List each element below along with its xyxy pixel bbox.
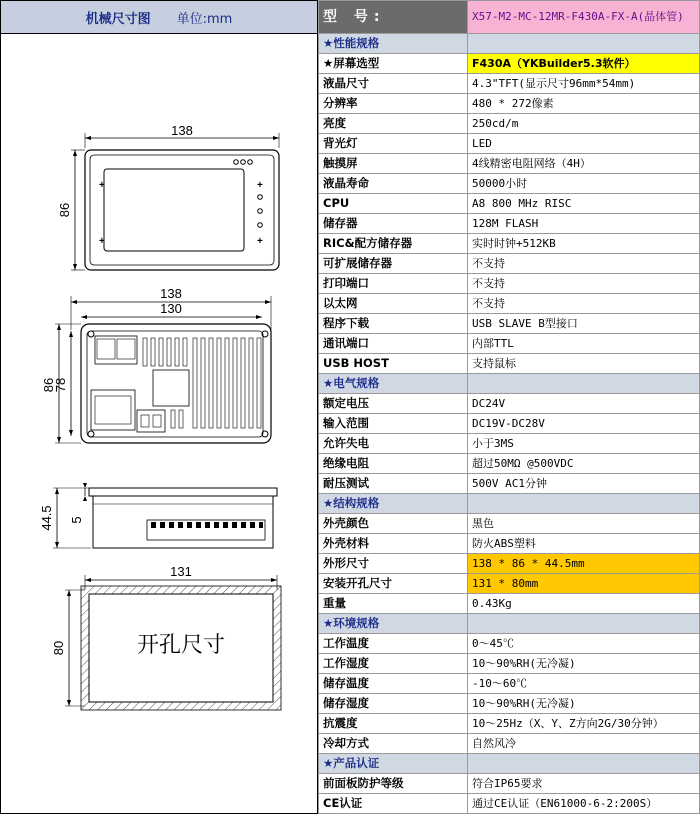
- spec-value: 10～90%RH(无冷凝): [468, 694, 700, 714]
- spec-value: 131 * 80mm: [468, 574, 700, 594]
- spec-key: ★屏幕选型: [319, 54, 468, 74]
- spec-row: [319, 594, 700, 614]
- spec-value: [468, 754, 700, 774]
- spec-row: [319, 214, 700, 234]
- spec-row: [319, 194, 700, 214]
- spec-section-row: [319, 614, 700, 634]
- spec-key: 储存器: [319, 214, 468, 234]
- spec-value: 4.3"TFT(显示尺寸96mm*54mm): [468, 74, 700, 94]
- spec-key: 储存湿度: [319, 694, 468, 714]
- spec-value: 10～90%RH(无冷凝): [468, 654, 700, 674]
- spec-row: [319, 394, 700, 414]
- spec-row: [319, 174, 700, 194]
- spec-row: [319, 254, 700, 274]
- cutout-text: 开孔尺寸: [136, 632, 226, 657]
- svg-text:+: +: [99, 180, 105, 191]
- spec-row: [319, 434, 700, 454]
- spec-key: 通讯端口: [319, 334, 468, 354]
- spec-value: 不支持: [468, 254, 700, 274]
- spec-table: [318, 0, 700, 814]
- spec-row: [319, 714, 700, 734]
- spec-key: ★结构规格: [319, 494, 468, 514]
- spec-row: [319, 674, 700, 694]
- spec-key: 程序下载: [319, 314, 468, 334]
- spec-key: 外壳材料: [319, 534, 468, 554]
- spec-row: [319, 154, 700, 174]
- spec-row: [319, 114, 700, 134]
- spec-value: LED: [468, 134, 700, 154]
- spec-row: [319, 574, 700, 594]
- spec-key: 可扩展储存器: [319, 254, 468, 274]
- spec-value: 128M FLASH: [468, 214, 700, 234]
- spec-row: [319, 654, 700, 674]
- model-label: 型 号:: [319, 1, 468, 34]
- spec-key: 工作湿度: [319, 654, 468, 674]
- spec-value: 138 * 86 * 44.5mm: [468, 554, 700, 574]
- spec-value: 10～25Hz（X、Y、Z方向2G/30分钟）: [468, 714, 700, 734]
- spec-row: [319, 54, 700, 74]
- drawing-title: 机械尺寸图: [85, 11, 151, 27]
- spec-key: 分辨率: [319, 94, 468, 114]
- side-depth-label: 44.5: [39, 505, 54, 531]
- spec-key: USB HOST: [319, 354, 468, 374]
- spec-key: ★环境规格: [319, 614, 468, 634]
- spec-value: 不支持: [468, 274, 700, 294]
- spec-key: ★性能规格: [319, 34, 468, 54]
- spec-key: CE认证: [319, 794, 468, 814]
- spec-key: 外壳颜色: [319, 514, 468, 534]
- spec-key: 允许失电: [319, 434, 468, 454]
- spec-key: 亮度: [319, 114, 468, 134]
- spec-value: USB SLAVE B型接口: [468, 314, 700, 334]
- spec-key: 液晶寿命: [319, 174, 468, 194]
- back-view: [41, 286, 271, 443]
- spec-key: 储存温度: [319, 674, 468, 694]
- cutout-height-label: 80: [51, 640, 66, 656]
- spec-value: DC19V-DC28V: [468, 414, 700, 434]
- spec-key: 以太网: [319, 294, 468, 314]
- spec-value: 不支持: [468, 294, 700, 314]
- drawings-svg: [1, 34, 317, 812]
- spec-key: RIC&配方储存器: [319, 234, 468, 254]
- side-bezel-label: 5: [69, 516, 84, 524]
- spec-value: 超过50MΩ @500VDC: [468, 454, 700, 474]
- back-outer-width-label: 138: [160, 286, 182, 301]
- spec-value: DC24V: [468, 394, 700, 414]
- spec-value: 4线精密电阻网络（4H）: [468, 154, 700, 174]
- back-inner-height-label: 78: [53, 377, 68, 393]
- front-height-label: 86: [57, 202, 72, 218]
- spec-row: [319, 534, 700, 554]
- spec-value: 500V AC1分钟: [468, 474, 700, 494]
- spec-value: 通过CE认证（EN61000-6-2:200S）: [468, 794, 700, 814]
- spec-key: 耐压测试: [319, 474, 468, 494]
- spec-section-row: [319, 494, 700, 514]
- spec-key: 工作温度: [319, 634, 468, 654]
- spec-row: [319, 234, 700, 254]
- spec-value: [468, 614, 700, 634]
- spec-value: -10～60℃: [468, 674, 700, 694]
- spec-row: [319, 314, 700, 334]
- spec-section-row: [319, 754, 700, 774]
- cutout-view: [51, 564, 281, 710]
- side-view: [39, 483, 277, 548]
- spec-value: 内部TTL: [468, 334, 700, 354]
- spec-key: 液晶尺寸: [319, 74, 468, 94]
- svg-text:+: +: [99, 236, 105, 247]
- back-outer-height-label: 86: [41, 377, 56, 393]
- spec-value: 0～45℃: [468, 634, 700, 654]
- spec-key: 背光灯: [319, 134, 468, 154]
- spec-key: 绝缘电阻: [319, 454, 468, 474]
- spec-row: [319, 514, 700, 534]
- spec-value: 250cd/m: [468, 114, 700, 134]
- spec-value: [468, 374, 700, 394]
- spec-key: 额定电压: [319, 394, 468, 414]
- spec-value: 符合IP65要求: [468, 774, 700, 794]
- spec-row: [319, 134, 700, 154]
- spec-value: 黑色: [468, 514, 700, 534]
- back-inner-width-label: 130: [160, 301, 182, 316]
- spec-key: ★电气规格: [319, 374, 468, 394]
- spec-value: [468, 34, 700, 54]
- spec-value: 防火ABS塑料: [468, 534, 700, 554]
- spec-row: [319, 794, 700, 814]
- svg-text:+: +: [257, 236, 263, 247]
- mechanical-drawing-panel: [0, 0, 318, 814]
- spec-row: [319, 354, 700, 374]
- spec-header-row: [319, 1, 700, 34]
- cutout-width-label: 131: [170, 564, 192, 579]
- spec-key: 前面板防护等级: [319, 774, 468, 794]
- front-view: [57, 123, 279, 270]
- spec-row: [319, 274, 700, 294]
- spec-row: [319, 774, 700, 794]
- spec-key: 重量: [319, 594, 468, 614]
- spec-row: [319, 334, 700, 354]
- spec-key: 触摸屏: [319, 154, 468, 174]
- spec-row: [319, 414, 700, 434]
- spec-key: CPU: [319, 194, 468, 214]
- spec-row: [319, 474, 700, 494]
- spec-row: [319, 734, 700, 754]
- spec-value: 小于3MS: [468, 434, 700, 454]
- spec-row: [319, 634, 700, 654]
- spec-value: 支持鼠标: [468, 354, 700, 374]
- drawing-unit: 单位:mm: [176, 11, 233, 27]
- spec-key: 打印端口: [319, 274, 468, 294]
- spec-row: [319, 94, 700, 114]
- spec-key: ★产品认证: [319, 754, 468, 774]
- spec-value: 0.43Kg: [468, 594, 700, 614]
- spec-value: 自然风冷: [468, 734, 700, 754]
- spec-value: 50000小时: [468, 174, 700, 194]
- spec-row: [319, 294, 700, 314]
- spec-value: 实时时钟+512KB: [468, 234, 700, 254]
- front-width-label: 138: [171, 123, 193, 138]
- spec-row: [319, 554, 700, 574]
- spec-key: 外形尺寸: [319, 554, 468, 574]
- spec-key: 输入范围: [319, 414, 468, 434]
- spec-section-row: [319, 34, 700, 54]
- spec-row: [319, 74, 700, 94]
- model-value: X57-M2-MC-12MR-F430A-FX-A(晶体管): [468, 1, 700, 34]
- spec-row: [319, 694, 700, 714]
- svg-text:+: +: [257, 180, 263, 191]
- spec-key: 安装开孔尺寸: [319, 574, 468, 594]
- spec-section-row: [319, 374, 700, 394]
- drawing-panel-header: [1, 1, 317, 34]
- spec-key: 冷却方式: [319, 734, 468, 754]
- spec-value: 480 * 272像素: [468, 94, 700, 114]
- spec-key: 抗震度: [319, 714, 468, 734]
- spec-value: A8 800 MHz RISC: [468, 194, 700, 214]
- spec-value: [468, 494, 700, 514]
- spec-row: [319, 454, 700, 474]
- spec-value: F430A（YKBuilder5.3软件）: [468, 54, 700, 74]
